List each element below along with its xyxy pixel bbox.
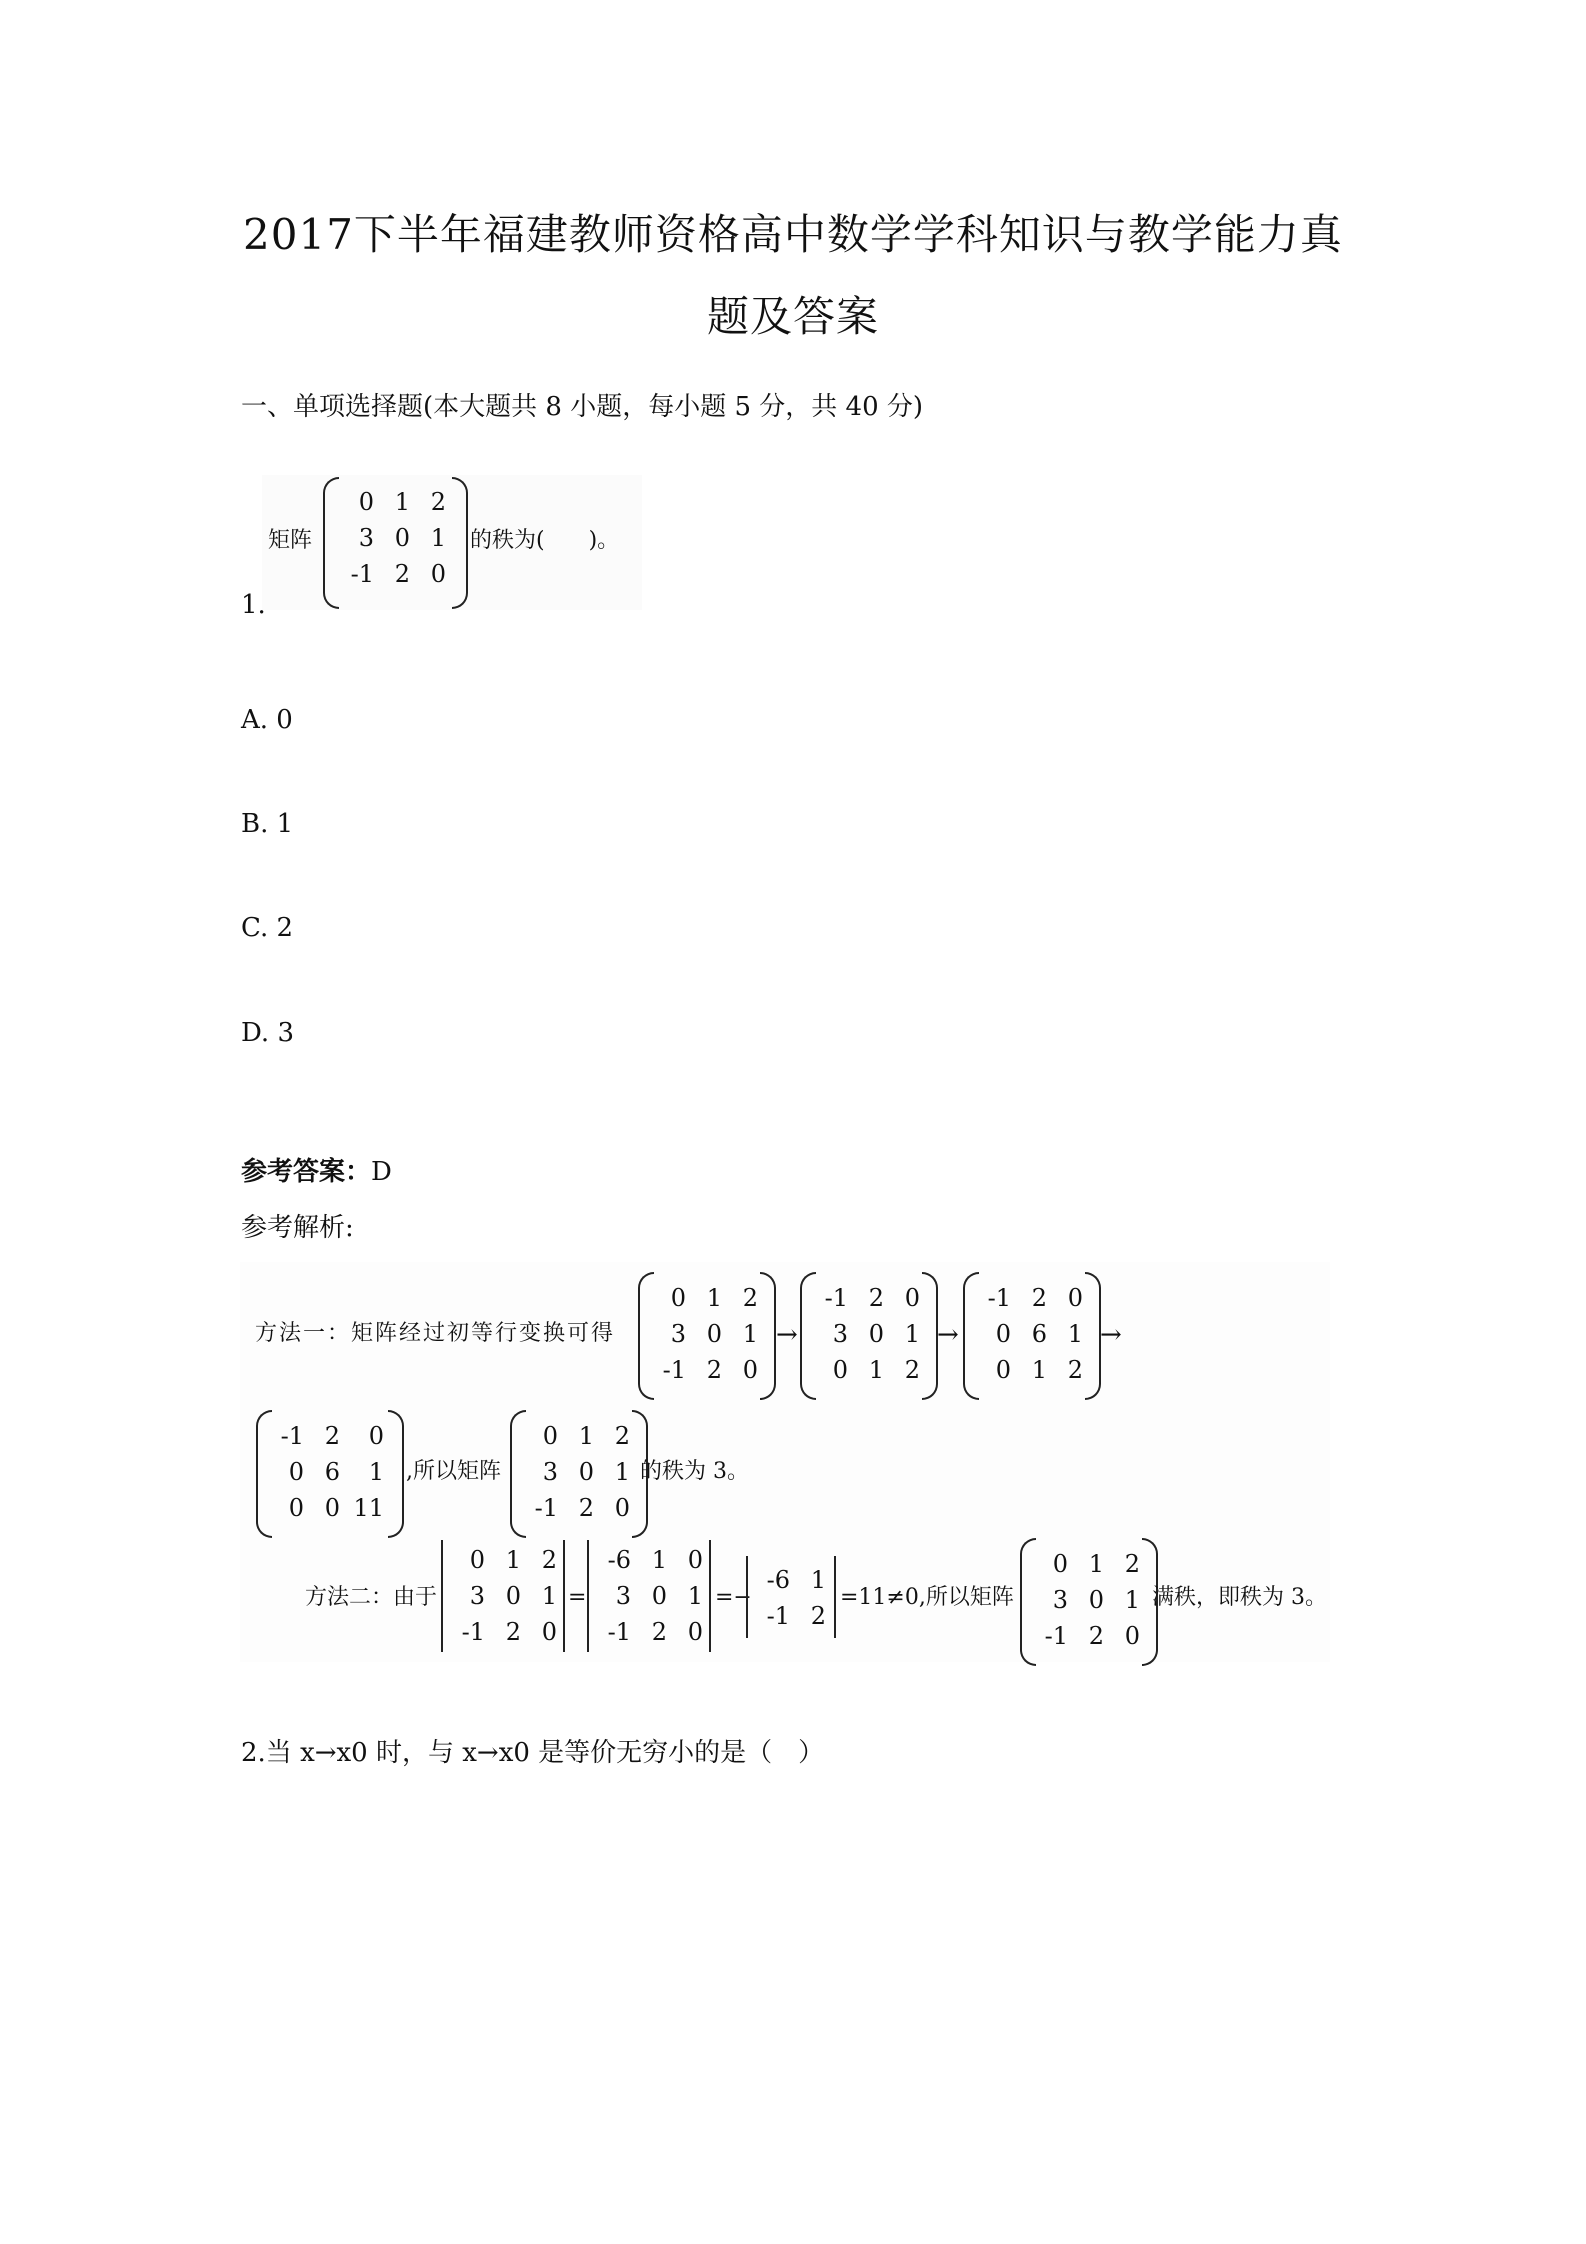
matrix-cell: 3: [615, 1582, 631, 1610]
matrix-cell: 3: [832, 1320, 848, 1348]
matrix-cell: -1: [766, 1602, 790, 1630]
matrix-cell: 1: [810, 1566, 826, 1594]
matrix-cell: 1: [368, 1458, 384, 1486]
matrix-cell: 2: [430, 488, 446, 516]
matrix-cell: 0: [505, 1582, 521, 1610]
matrix-cell: 1: [1124, 1586, 1140, 1614]
matrix-cell: -1: [461, 1618, 485, 1646]
matrix-cell: 1: [868, 1356, 884, 1384]
arrow-icon: →: [776, 1320, 798, 1350]
determinant-bar: [441, 1540, 443, 1652]
matrix-cell: 2: [904, 1356, 920, 1384]
method-2-determinant-2: [593, 1542, 705, 1650]
determinant-bar: [709, 1540, 711, 1652]
method-2-prefix: 方法二：由于: [305, 1585, 438, 1610]
matrix-cell: 0: [995, 1356, 1011, 1384]
determinant-bar: [834, 1556, 836, 1638]
right-paren: [388, 1410, 404, 1538]
matrix-cell: -6: [766, 1566, 790, 1594]
method-1-end: 的秩为 3。: [640, 1459, 749, 1484]
matrix-cell: 2: [394, 560, 410, 588]
method-2-determinant-1: [447, 1542, 559, 1650]
matrix-cell: 1: [394, 488, 410, 516]
answer-value: D: [371, 1157, 392, 1187]
matrix-cell: 0: [651, 1582, 667, 1610]
option-d: D. 3: [241, 1018, 294, 1048]
matrix-cell: 3: [1052, 1586, 1068, 1614]
method-2-matrix: [1030, 1546, 1142, 1654]
matrix-cell: 2: [505, 1618, 521, 1646]
matrix-cell: 0: [542, 1422, 558, 1450]
method-2-determinant-3: [752, 1562, 828, 1634]
arrow-icon: →: [937, 1320, 959, 1350]
matrix-cell: 0: [832, 1356, 848, 1384]
method-1-matrix-1: [648, 1280, 760, 1388]
matrix-cell: 1: [1031, 1356, 1047, 1384]
method-2-eq-3: =11≠0,所以矩阵: [840, 1585, 1014, 1610]
matrix-cell: 0: [614, 1494, 630, 1522]
matrix-cell: 0: [469, 1546, 485, 1574]
matrix-cell: 0: [706, 1320, 722, 1348]
matrix-cell: 0: [368, 1422, 384, 1450]
determinant-bar: [587, 1540, 589, 1652]
document-title-line-2: 题及答案: [706, 292, 879, 341]
method-1-mid: ,所以矩阵: [406, 1459, 501, 1484]
right-paren: [922, 1272, 938, 1400]
matrix-cell: 2: [578, 1494, 594, 1522]
matrix-cell: 1: [1067, 1320, 1083, 1348]
matrix-cell: 0: [288, 1494, 304, 1522]
option-c: C. 2: [241, 913, 294, 943]
method-2-eq-2: =−: [715, 1585, 752, 1610]
matrix-cell: 2: [868, 1284, 884, 1312]
matrix-cell: 1: [1088, 1550, 1104, 1578]
matrix-cell: 0: [687, 1618, 703, 1646]
question-1-number: 1.: [241, 590, 266, 620]
matrix-cell: 1: [904, 1320, 920, 1348]
matrix-cell: 0: [1124, 1622, 1140, 1650]
matrix-cell: 1: [505, 1546, 521, 1574]
matrix-cell: -1: [534, 1494, 558, 1522]
matrix-cell: -1: [662, 1356, 686, 1384]
matrix-cell: 2: [1124, 1550, 1140, 1578]
right-paren: [1085, 1272, 1101, 1400]
matrix-cell: 0: [394, 524, 410, 552]
method-2-eq-1: =: [568, 1585, 587, 1610]
matrix-cell: 0: [541, 1618, 557, 1646]
matrix-cell: 2: [1088, 1622, 1104, 1650]
matrix-cell: 1: [541, 1582, 557, 1610]
method-2-end: 满秩，即秩为 3。: [1152, 1585, 1327, 1610]
matrix-cell: -1: [280, 1422, 304, 1450]
matrix-cell: 0: [670, 1284, 686, 1312]
matrix-cell: 0: [1088, 1586, 1104, 1614]
matrix-cell: 3: [542, 1458, 558, 1486]
matrix-cell: 0: [430, 560, 446, 588]
matrix-cell: 2: [614, 1422, 630, 1450]
section-heading: 一、单项选择题(本大题共 8 小题，每小题 5 分，共 40 分): [241, 392, 924, 422]
matrix-cell: -6: [607, 1546, 631, 1574]
matrix-cell: 3: [358, 524, 374, 552]
determinant-bar: [746, 1556, 748, 1638]
matrix-cell: 2: [1031, 1284, 1047, 1312]
question-1-matrix: [340, 484, 448, 592]
matrix-cell: 0: [742, 1356, 758, 1384]
question-2-text: 2.当 x→x0 时，与 x→x0 是等价无穷小的是（ ）: [241, 1738, 825, 1768]
matrix-cell: 1: [687, 1582, 703, 1610]
matrix-cell: 0: [358, 488, 374, 516]
matrix-cell: 0: [904, 1284, 920, 1312]
right-paren: [760, 1272, 776, 1400]
matrix-cell: 0: [288, 1458, 304, 1486]
answer-label: 参考答案：: [241, 1157, 372, 1187]
matrix-cell: -1: [1044, 1622, 1068, 1650]
matrix-cell: 6: [1031, 1320, 1047, 1348]
analysis-label: 参考解析:: [241, 1213, 354, 1243]
matrix-cell: 1: [651, 1546, 667, 1574]
matrix-cell: 2: [541, 1546, 557, 1574]
matrix-cell: 2: [651, 1618, 667, 1646]
option-a: A. 0: [241, 705, 293, 735]
matrix-cell: 0: [687, 1546, 703, 1574]
method-1-matrix-3: [973, 1280, 1085, 1388]
matrix-cell: 2: [706, 1356, 722, 1384]
method-1-matrix-2: [810, 1280, 922, 1388]
matrix-cell: 0: [995, 1320, 1011, 1348]
matrix-cell: 11: [353, 1494, 384, 1522]
matrix-cell: 1: [742, 1320, 758, 1348]
matrix-cell: 2: [742, 1284, 758, 1312]
matrix-cell: 2: [810, 1602, 826, 1630]
question-1-prefix: 矩阵: [268, 528, 313, 553]
arrow-icon: →: [1100, 1320, 1122, 1350]
left-paren: [323, 477, 339, 609]
matrix-cell: 0: [1067, 1284, 1083, 1312]
determinant-bar: [563, 1540, 565, 1652]
matrix-cell: -1: [987, 1284, 1011, 1312]
matrix-cell: -1: [607, 1618, 631, 1646]
matrix-cell: 0: [1052, 1550, 1068, 1578]
matrix-cell: -1: [824, 1284, 848, 1312]
matrix-cell: 1: [578, 1422, 594, 1450]
matrix-cell: 0: [578, 1458, 594, 1486]
matrix-cell: 6: [324, 1458, 340, 1486]
question-1-suffix: 的秩为( )。: [470, 528, 620, 553]
matrix-cell: 2: [1067, 1356, 1083, 1384]
matrix-cell: 1: [430, 524, 446, 552]
matrix-cell: 3: [670, 1320, 686, 1348]
method-1-matrix-5: [520, 1418, 632, 1526]
matrix-cell: 1: [614, 1458, 630, 1486]
method-1-prefix: 方法一：矩阵经过初等行变换可得: [255, 1321, 616, 1346]
method-1-matrix-4: [266, 1418, 386, 1526]
matrix-cell: 3: [469, 1582, 485, 1610]
matrix-cell: 0: [324, 1494, 340, 1522]
document-title-line-1: 2017下半年福建教师资格高中数学学科知识与教学能力真: [243, 210, 1343, 259]
matrix-cell: -1: [350, 560, 374, 588]
option-b: B. 1: [241, 809, 294, 839]
right-paren: [452, 477, 468, 609]
matrix-cell: 0: [868, 1320, 884, 1348]
matrix-cell: 1: [706, 1284, 722, 1312]
matrix-cell: 2: [324, 1422, 340, 1450]
